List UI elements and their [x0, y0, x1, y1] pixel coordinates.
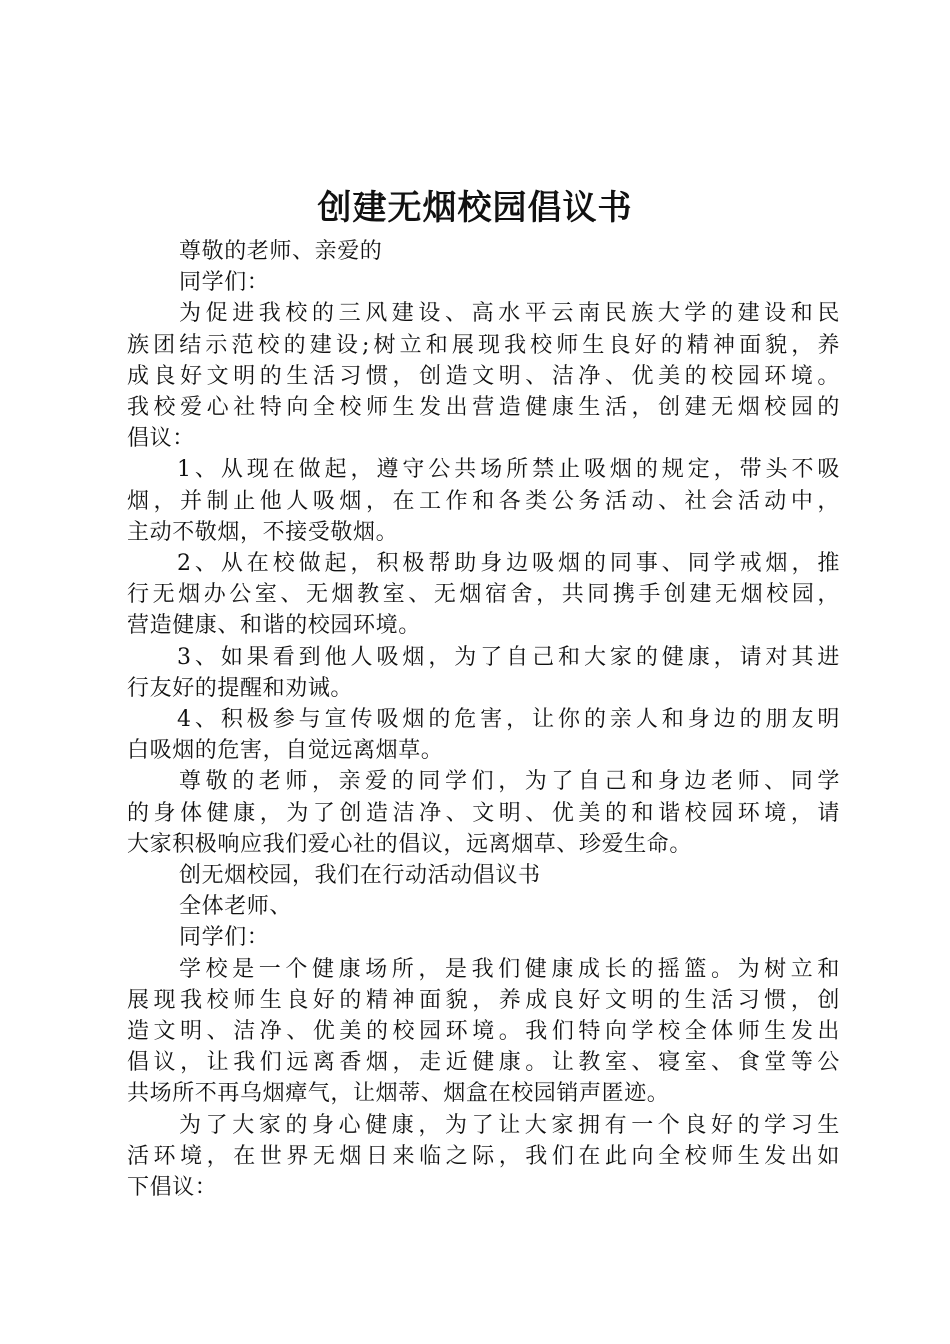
- text-line: 展现我校师生良好的精神面貌，养成良好文明的生活习惯，创: [127, 987, 840, 1013]
- text-line: 同学们：: [179, 270, 270, 296]
- text-line: 大家积极响应我们爱心社的倡议，远离烟草、珍爱生命。: [127, 831, 693, 857]
- text-line: 同学们：: [179, 925, 270, 951]
- text-line: 2、从在校做起，积极帮助身边吸烟的同事、同学戒烟，推: [177, 551, 840, 577]
- text-line: 为了大家的身心健康，为了让大家拥有一个良好的学习生: [179, 1112, 840, 1138]
- text-line: 4、积极参与宣传吸烟的危害，让你的亲人和身边的朋友明: [177, 707, 840, 733]
- text-line: 下倡议：: [127, 1175, 218, 1201]
- text-line: 倡议，让我们远离香烟，走近健康。让教室、寝室、食堂等公: [127, 1050, 840, 1076]
- text-line: 我校爱心社特向全校师生发出营造健康生活，创建无烟校园的: [127, 395, 840, 421]
- text-line: 学校是一个健康场所，是我们健康成长的摇篮。为树立和: [179, 956, 840, 982]
- text-line: 营造健康、和谐的校园环境。: [127, 613, 421, 639]
- text-line: 共场所不再乌烟瘴气，让烟蒂、烟盒在校园销声匿迹。: [127, 1081, 670, 1107]
- text-line: 行友好的提醒和劝诫。: [127, 675, 354, 701]
- text-line: 主动不敬烟，不接受敬烟。: [127, 519, 399, 545]
- text-line: 活环境，在世界无烟日来临之际，我们在此向全校师生发出如: [127, 1143, 840, 1169]
- text-line: 白吸烟的危害，自觉远离烟草。: [127, 738, 444, 764]
- text-line: 为促进我校的三风建设、高水平云南民族大学的建设和民: [179, 301, 840, 327]
- text-line: 尊敬的老师，亲爱的同学们，为了自己和身边老师、同学: [179, 769, 840, 795]
- text-line: 尊敬的老师、亲爱的: [179, 239, 383, 264]
- document-body: [127, 236, 840, 1203]
- text-line: 烟，并制止他人吸烟，在工作和各类公务活动、社会活动中，: [127, 488, 840, 514]
- text-line: 创无烟校园，我们在行动活动倡议书: [179, 863, 541, 889]
- document-title: 创建无烟校园倡议书: [317, 188, 633, 228]
- text-line: 全体老师、: [179, 894, 293, 920]
- text-line: 行无烟办公室、无烟教室、无烟宿舍，共同携手创建无烟校园，: [127, 582, 840, 608]
- text-line: 倡议：: [127, 426, 195, 452]
- text-line: 成良好文明的生活习惯，创造文明、洁净、优美的校园环境。: [127, 363, 840, 389]
- text-line: 造文明、洁净、优美的校园环境。我们特向学校全体师生发出: [127, 1019, 840, 1045]
- text-line: 1、从现在做起，遵守公共场所禁止吸烟的规定，带头不吸: [177, 457, 840, 483]
- text-line: 的身体健康，为了创造洁净、文明、优美的和谐校园环境，请: [127, 800, 840, 826]
- text-line: 族团结示范校的建设;树立和展现我校师生良好的精神面貌，养: [127, 332, 840, 358]
- text-line: 3、如果看到他人吸烟，为了自己和大家的健康，请对其进: [177, 644, 840, 670]
